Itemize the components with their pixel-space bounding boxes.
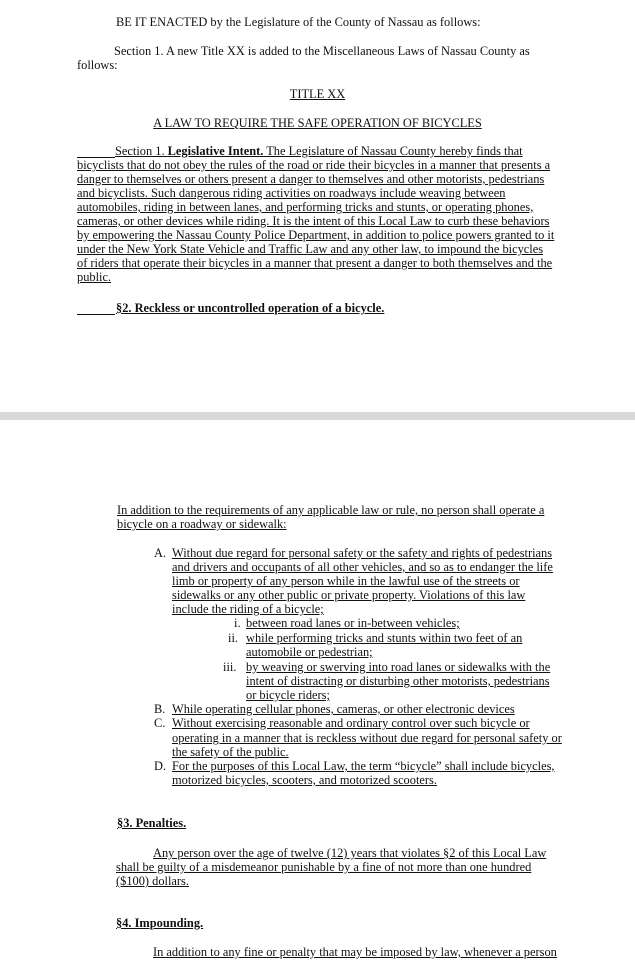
intent-line: cameras, or other devices while riding. It is the intent of this Local Law to curb these behaviors <box>77 214 550 228</box>
item-c-line: Without exercising reasonable and ordinary control over such bicycle or <box>172 716 530 730</box>
item-c-marker: C. <box>154 716 166 730</box>
section-4-heading: §4. Impounding. <box>116 916 204 930</box>
subitem-iii-line: intent of distracting or disturbing other motorists, pedestrians <box>246 674 550 688</box>
intent-first-line-text: The Legislature of Nassau County hereby finds that <box>266 144 523 158</box>
subitem-i-marker: i. <box>234 616 241 630</box>
section-2-heading: §2. Reckless or uncontrolled operation of a bicycle. <box>116 301 385 315</box>
subitem-iii-marker: iii. <box>223 660 237 674</box>
item-a-line: include the riding of a bicycle; <box>172 602 324 616</box>
item-a-line: sidewalks or any other public or private property. Violations of this law <box>172 588 526 602</box>
intent-line: by empowering the Nassau County Police Department, in addition to police powers granted to it <box>77 228 555 242</box>
intent-line: danger to themselves or others present a danger to themselves and other motorists, pedestrians <box>77 172 545 186</box>
intent-first-line <box>115 144 523 158</box>
item-b-line: While operating cellular phones, cameras, or other electronic devices <box>172 702 515 716</box>
item-c-line: the safety of the public. <box>172 745 289 759</box>
section-2-intro-line: In addition to the requirements of any applicable law or rule, no person shall operate a <box>117 503 545 517</box>
item-a-line: and drivers and occupants of all other vehicles, and so as to endanger the life <box>172 560 553 574</box>
item-b-marker: B. <box>154 702 166 716</box>
item-d-line: For the purposes of this Local Law, the term “bicycle” shall include bicycles, <box>172 759 555 773</box>
section-2-intro-line: bicycle on a roadway or sidewalk: <box>117 517 287 531</box>
section-4-line: In addition to any fine or penalty that may be imposed by law, whenever a person <box>153 945 557 959</box>
item-a-line: limb or property of any person while in the lawful use of the streets or <box>172 574 520 588</box>
document-page-1 <box>0 0 635 412</box>
item-d-marker: D. <box>154 759 167 773</box>
section-3-line: Any person over the age of twelve (12) years that violates §2 of this Local Law <box>153 846 547 860</box>
section-3-heading: §3. Penalties. <box>117 816 187 830</box>
intent-line: of riders that operate their bicycles in a manner that present a danger to both themselves and the <box>77 256 553 270</box>
subitem-ii-marker: ii. <box>228 631 238 645</box>
intent-line: and bicyclists. Such dangerous riding activities on roadways include weaving between <box>77 186 506 200</box>
subitem-ii-line: automobile or pedestrian; <box>246 645 373 659</box>
item-d-line: motorized bicycles, scooters, and motorized scooters. <box>172 773 437 787</box>
item-c-line: operating in a manner that is reckless without due regard for personal safety or <box>172 731 562 745</box>
document-subtitle: A LAW TO REQUIRE THE SAFE OPERATION OF BICYCLES <box>153 116 482 130</box>
section-indent-rule <box>77 314 115 315</box>
page-separator <box>0 412 635 420</box>
section-3-line: ($100) dollars. <box>116 874 189 888</box>
subitem-iii-line: or bicycle riders; <box>246 688 330 702</box>
intent-line: automobiles, riding in between lanes, and performing tricks and stunts, or operating phones, <box>77 200 534 214</box>
item-a-line: Without due regard for personal safety or the safety and rights of pedestrians <box>172 546 553 560</box>
section-intro-line-1: Section 1. A new Title XX is added to the Miscellaneous Laws of Nassau County as <box>114 44 530 58</box>
section-intro-line-2: follows: <box>77 58 118 72</box>
intent-line: under the New York State Vehicle and Traffic Law and any other law, to impound the bicycles <box>77 242 544 256</box>
section-3-line: shall be guilty of a misdemeanor punishable by a fine of not more than one hundred <box>116 860 532 874</box>
subitem-ii-line: while performing tricks and stunts within two feet of an <box>246 631 523 645</box>
intent-heading: Legislative Intent. <box>167 144 264 158</box>
intent-section-label: Section 1. <box>115 144 165 158</box>
subitem-i-line: between road lanes or in-between vehicles; <box>246 616 460 630</box>
intent-line: bicyclists that do not obey the rules of the road or ride their bicycles in a manner that presents a <box>77 158 551 172</box>
enacting-clause: BE IT ENACTED by the Legislature of the County of Nassau as follows: <box>116 15 481 29</box>
document-title: TITLE XX <box>289 87 346 101</box>
subitem-iii-line: by weaving or swerving into road lanes or sidewalks with the <box>246 660 551 674</box>
item-a-marker: A. <box>154 546 167 560</box>
intent-line: public. <box>77 270 112 284</box>
